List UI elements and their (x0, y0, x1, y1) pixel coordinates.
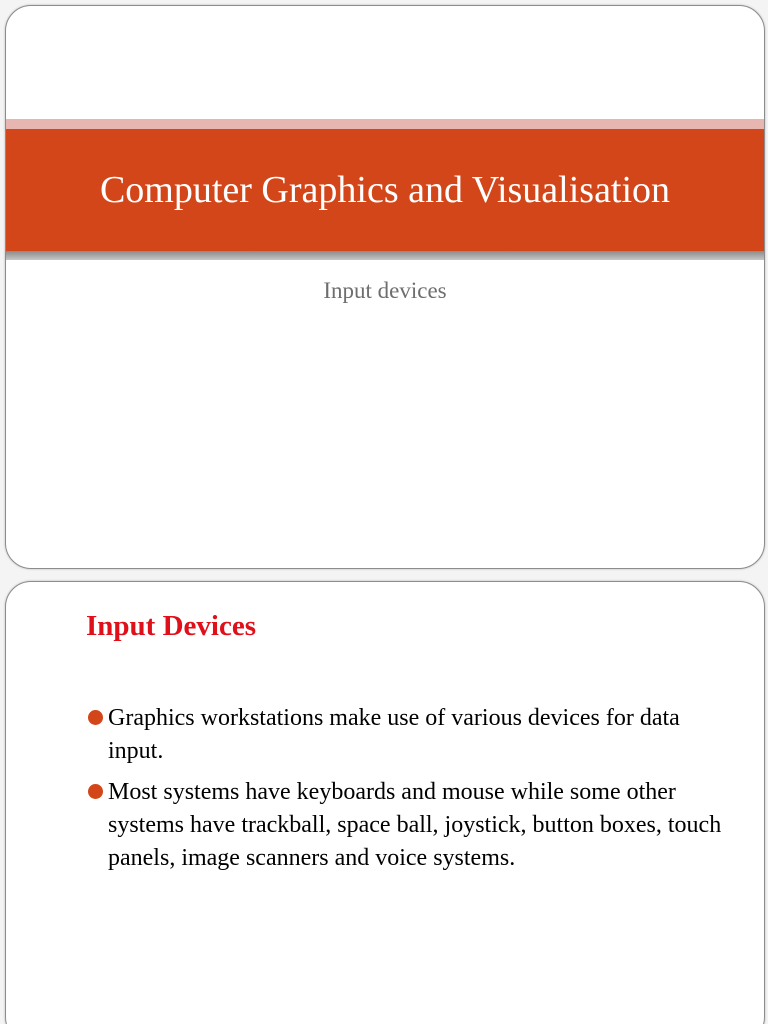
bullet-dot-icon (88, 710, 103, 725)
slide-title: Computer Graphics and Visualisation (99, 169, 671, 211)
bullet-item (86, 702, 726, 768)
bullet-list (86, 702, 726, 883)
title-slide (5, 5, 765, 569)
section-heading: Input Devices (86, 610, 256, 642)
slide-subtitle: Input devices (323, 278, 447, 303)
bullet-dot-icon (88, 784, 103, 799)
content-slide (5, 581, 765, 1024)
bullet-text: Most systems have keyboards and mouse while some other systems have trackball, space ball, joystick, button boxes, touch panels, image scanners and voice systems. (108, 779, 722, 871)
title-band-shadow (6, 251, 764, 260)
bullet-text: Graphics workstations make use of various devices for data input. (108, 705, 680, 764)
bullet-item (86, 776, 726, 875)
